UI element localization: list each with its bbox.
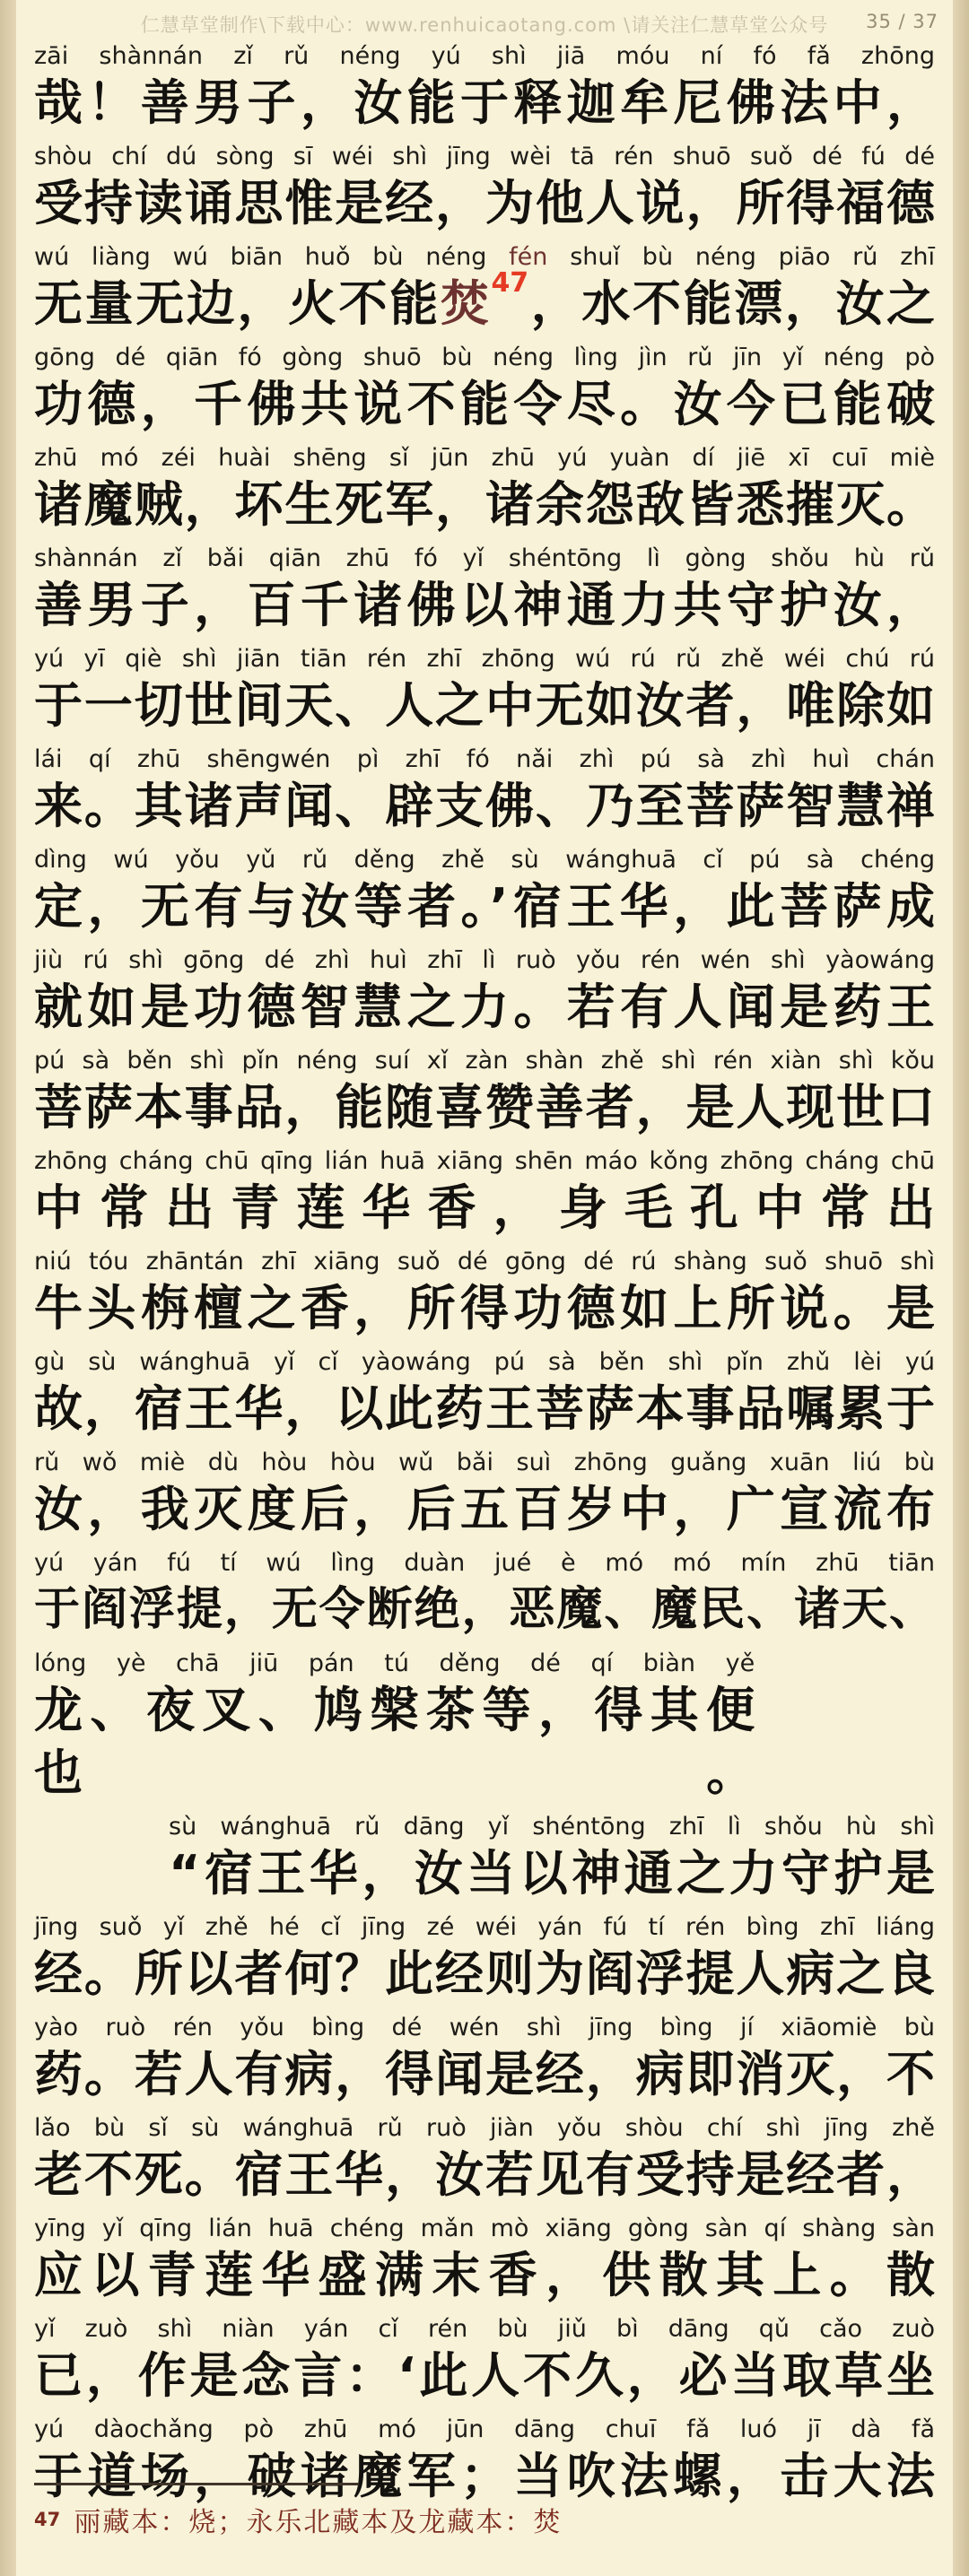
hanzi-line xyxy=(34,1943,935,2006)
text-segment: shuǐ bù néng piāo rǔ zhī xyxy=(547,243,935,271)
text-segment: 经。所以者何？此经则为阎浮提人病之良 xyxy=(34,1945,935,2002)
text-segment: 功德，千佛共说不能令尽。汝今已能破 xyxy=(34,376,935,432)
hanzi-line xyxy=(34,875,935,938)
text-line-pair xyxy=(34,1448,935,1541)
text-segment: 受持读诵思惟是经，为他人说，所得福德 xyxy=(34,175,935,231)
text-segment: yào ruò rén yǒu bìng dé wén shì jīng bìng jí xiāomiè bù xyxy=(34,2014,935,2041)
pinyin-line xyxy=(34,2415,935,2445)
text-segment: yú yán fú tí wú lìng duàn jué è mó mó mín zhū tiān xyxy=(34,1549,935,1577)
text-segment: 诸魔贼，坏生死军，诸余怨敌皆悉摧灭。 xyxy=(34,476,935,533)
pinyin-line xyxy=(34,443,935,474)
text-segment: sù wánghuā rǔ dāng yǐ shéntōng zhī lì shǒu hù shì xyxy=(169,1813,935,1841)
text-line-pair xyxy=(34,845,935,938)
pinyin-line xyxy=(34,744,935,775)
pinyin-line xyxy=(34,1146,935,1177)
text-line-pair xyxy=(34,1347,935,1440)
left-margin-band xyxy=(0,0,16,2576)
hanzi-line xyxy=(34,2345,935,2407)
text-segment: 已，作是念言：‘此人不久，必当取草坐 xyxy=(34,2347,935,2404)
hanzi-line xyxy=(34,775,935,838)
pinyin-line xyxy=(34,644,935,674)
pinyin-line xyxy=(34,544,935,574)
pinyin-line xyxy=(34,2314,935,2345)
pinyin-line xyxy=(34,1247,935,1277)
text-line-pair xyxy=(34,1146,935,1240)
text-segment: jīng suǒ yǐ zhě hé cǐ jīng zé wéi yán fú tí rén bìng zhī liáng xyxy=(34,1913,935,1941)
text-line-pair xyxy=(34,1548,935,1641)
footnote xyxy=(34,2483,562,2539)
text-segment: zhōng cháng chū qīng lián huā xiāng shēn máo kǒng zhōng cháng chū xyxy=(34,1147,935,1175)
footnote-text: 丽藏本：烧；永乐北藏本及龙藏本：焚 xyxy=(74,2507,563,2538)
text-line-pair xyxy=(34,1247,935,1340)
text-segment: lǎo bù sǐ sù wánghuā rǔ ruò jiàn yǒu shòu chí shì jīng zhě xyxy=(34,2114,935,2142)
text-segment: gōng dé qiān fó gòng shuō bù néng lìng jìn rǔ jīn yǐ néng pò xyxy=(34,344,935,371)
hanzi-line xyxy=(169,1842,935,1905)
text-segment: zāi shànnán zǐ rǔ néng yú shì jiā móu ní fó fǎ zhōng xyxy=(34,42,935,70)
hanzi-line xyxy=(34,1579,935,1641)
text-segment: shòu chí dú sòng sī wéi shì jīng wèi tā rén shuō suǒ dé fú dé xyxy=(34,143,935,170)
text-segment: yīng yǐ qīng lián huā chéng mǎn mò xiāng gòng sàn qí shàng sàn xyxy=(34,2215,935,2242)
text-segment: yú yī qiè shì jiān tiān rén zhī zhōng wú rú rǔ zhě wéi chú rú xyxy=(34,645,935,673)
hanzi-line xyxy=(34,1478,935,1541)
hanzi-line xyxy=(34,2244,935,2307)
hanzi-line xyxy=(34,2144,935,2206)
pinyin-line xyxy=(34,1448,935,1478)
hanzi-line xyxy=(34,1076,935,1139)
pinyin-line xyxy=(34,945,935,976)
text-segment: jiù rú shì gōng dé zhì huì zhī lì ruò yǒu rén wén shì yàowáng xyxy=(34,946,935,974)
text-segment: ，水不能漂，汝之 xyxy=(528,275,936,332)
text-segment: 菩萨本事品，能随喜赞善者，是人现世口 xyxy=(34,1079,935,1136)
pinyin-line xyxy=(34,2214,935,2244)
text-segment: 老不死。宿王华，汝若见有受持是经者， xyxy=(34,2146,935,2203)
text-line-pair xyxy=(34,2314,935,2407)
text-segment: wú liàng wú biān huǒ bù néng xyxy=(34,243,510,271)
hanzi-line xyxy=(34,674,935,737)
pinyin-line xyxy=(34,142,935,172)
hanzi-line xyxy=(34,574,935,637)
text-segment: 无量无边，火不能 xyxy=(34,275,441,332)
text-segment: lái qí zhū shēngwén pì zhī fó nǎi zhì pú sà zhì huì chán xyxy=(34,745,935,773)
pinyin-line xyxy=(34,242,935,273)
pinyin-line xyxy=(34,1912,935,1943)
text-line-pair xyxy=(34,644,935,737)
sutra-text xyxy=(34,41,935,2515)
hanzi-line xyxy=(34,72,935,135)
text-segment: lóng yè chā jiū pán tú děng dé qí biàn yě xyxy=(34,1649,755,1677)
text-segment: “宿王华，汝当以神通之力守护是 xyxy=(169,1845,935,1902)
text-segment: 于道场，破诸魔军；当吹法螺，击大法 xyxy=(34,2448,935,2504)
right-margin-band xyxy=(953,0,969,2576)
hanzi-line xyxy=(34,1378,935,1440)
hanzi-line xyxy=(34,172,935,235)
text-segment: 龙、夜叉、鸠槃茶等，得其便也。 xyxy=(34,1682,755,1801)
text-segment: 于阎浮提，无令断绝，恶魔、魔民、诸天、 xyxy=(34,1583,935,1636)
text-segment: yú dàochǎng pò zhū mó jūn dāng chuī fǎ luó jī dà fǎ xyxy=(34,2415,935,2443)
text-segment: gù sù wánghuā yǐ cǐ yàowáng pú sà běn shì pǐn zhǔ lèi yú xyxy=(34,1348,935,1376)
hanzi-line xyxy=(34,474,935,536)
pinyin-line xyxy=(34,1649,755,1679)
text-segment: niú tóu zhāntán zhī xiāng suǒ dé gōng dé rú shàng suǒ shuō shì xyxy=(34,1248,935,1275)
text-line-pair xyxy=(34,2013,935,2106)
text-line-pair xyxy=(34,945,935,1039)
footnote-divider xyxy=(34,2483,359,2485)
text-line-pair xyxy=(34,1812,935,1905)
text-line-pair xyxy=(34,41,935,135)
text-segment: zhū mó zéi huài shēng sǐ jūn zhū yú yuàn dí jiē xī cuī miè xyxy=(34,444,935,472)
text-segment: 哉！善男子，汝能于释迦牟尼佛法中， xyxy=(34,74,935,131)
footnote-number: 47 xyxy=(34,2508,61,2530)
pinyin-line xyxy=(34,41,935,72)
text-segment: 应以青莲华盛满末香，供散其上。散 xyxy=(34,2247,935,2303)
pinyin-line xyxy=(169,1812,935,1842)
text-line-pair xyxy=(34,1912,935,2006)
pinyin-line xyxy=(34,2013,935,2043)
watermark-text: 仁慧草堂制作\下载中心：www.renhuicaotang.com \请关注仁慧草堂公众号 xyxy=(140,14,829,36)
text-line-pair xyxy=(34,1649,755,1805)
text-segment: 故，宿王华，以此药王菩萨本事品嘱累于 xyxy=(34,1380,935,1437)
hanzi-line xyxy=(34,976,935,1039)
text-segment: yǐ zuò shì niàn yán cǐ rén bù jiǔ bì dāng qǔ cǎo zuò xyxy=(34,2315,935,2343)
hanzi-line xyxy=(34,2043,935,2106)
pinyin-line xyxy=(34,343,935,373)
variant-character: 焚 xyxy=(440,275,492,332)
header-watermark xyxy=(16,11,953,39)
text-segment: 药。若人有病，得闻是经，病即消灭，不 xyxy=(34,2046,935,2102)
text-line-pair xyxy=(34,1046,935,1139)
text-segment: 来。其诸声闻、辟支佛、乃至菩萨智慧禅 xyxy=(34,778,935,834)
pinyin-line xyxy=(34,1046,935,1076)
text-line-pair xyxy=(34,242,935,335)
text-segment: 中常出青莲华香，身毛孔中常出 xyxy=(34,1179,935,1236)
hanzi-line xyxy=(34,1679,755,1805)
footnote-ref-superscript: 47 xyxy=(491,266,529,299)
text-segment: dìng wú yǒu yǔ rǔ děng zhě sù wánghuā cǐ pú sà chéng xyxy=(34,846,935,874)
text-segment: 就如是功德智慧之力。若有人闻是药王 xyxy=(34,979,935,1035)
pinyin-line xyxy=(34,2113,935,2144)
text-line-pair xyxy=(34,443,935,536)
text-segment: shànnán zǐ bǎi qiān zhū fó yǐ shéntōng lì gòng shǒu hù rǔ xyxy=(34,544,935,572)
text-segment: 定，无有与汝等者。’宿王华，此菩萨成 xyxy=(34,878,935,935)
text-line-pair xyxy=(34,2113,935,2206)
pinyin-line xyxy=(34,1548,935,1579)
text-segment: 汝，我灭度后，后五百岁中，广宣流布 xyxy=(34,1481,935,1537)
text-segment: 善男子，百千诸佛以神通力共守护汝， xyxy=(34,577,935,633)
text-line-pair xyxy=(34,2214,935,2307)
hanzi-line xyxy=(34,373,935,436)
hanzi-line xyxy=(34,1177,935,1240)
text-segment: rǔ wǒ miè dù hòu hòu wǔ bǎi suì zhōng guǎng xuān liú bù xyxy=(34,1449,935,1476)
text-line-pair xyxy=(34,142,935,235)
hanzi-line xyxy=(34,1277,935,1340)
text-segment: 牛头栴檀之香，所得功德如上所说。是 xyxy=(34,1280,935,1336)
page-number: 35 / 37 xyxy=(866,11,938,32)
text-segment: 于一切世间天、人之中无如汝者，唯除如 xyxy=(34,677,935,734)
variant-character: fén xyxy=(509,243,548,271)
text-line-pair xyxy=(34,744,935,838)
text-line-pair xyxy=(34,343,935,436)
pinyin-line xyxy=(34,845,935,875)
hanzi-line xyxy=(34,266,936,335)
text-segment: pú sà běn shì pǐn néng suí xǐ zàn shàn zhě shì rén xiàn shì kǒu xyxy=(34,1047,935,1075)
text-line-pair xyxy=(34,544,935,637)
pinyin-line xyxy=(34,1347,935,1378)
footnote-line xyxy=(34,2500,562,2539)
